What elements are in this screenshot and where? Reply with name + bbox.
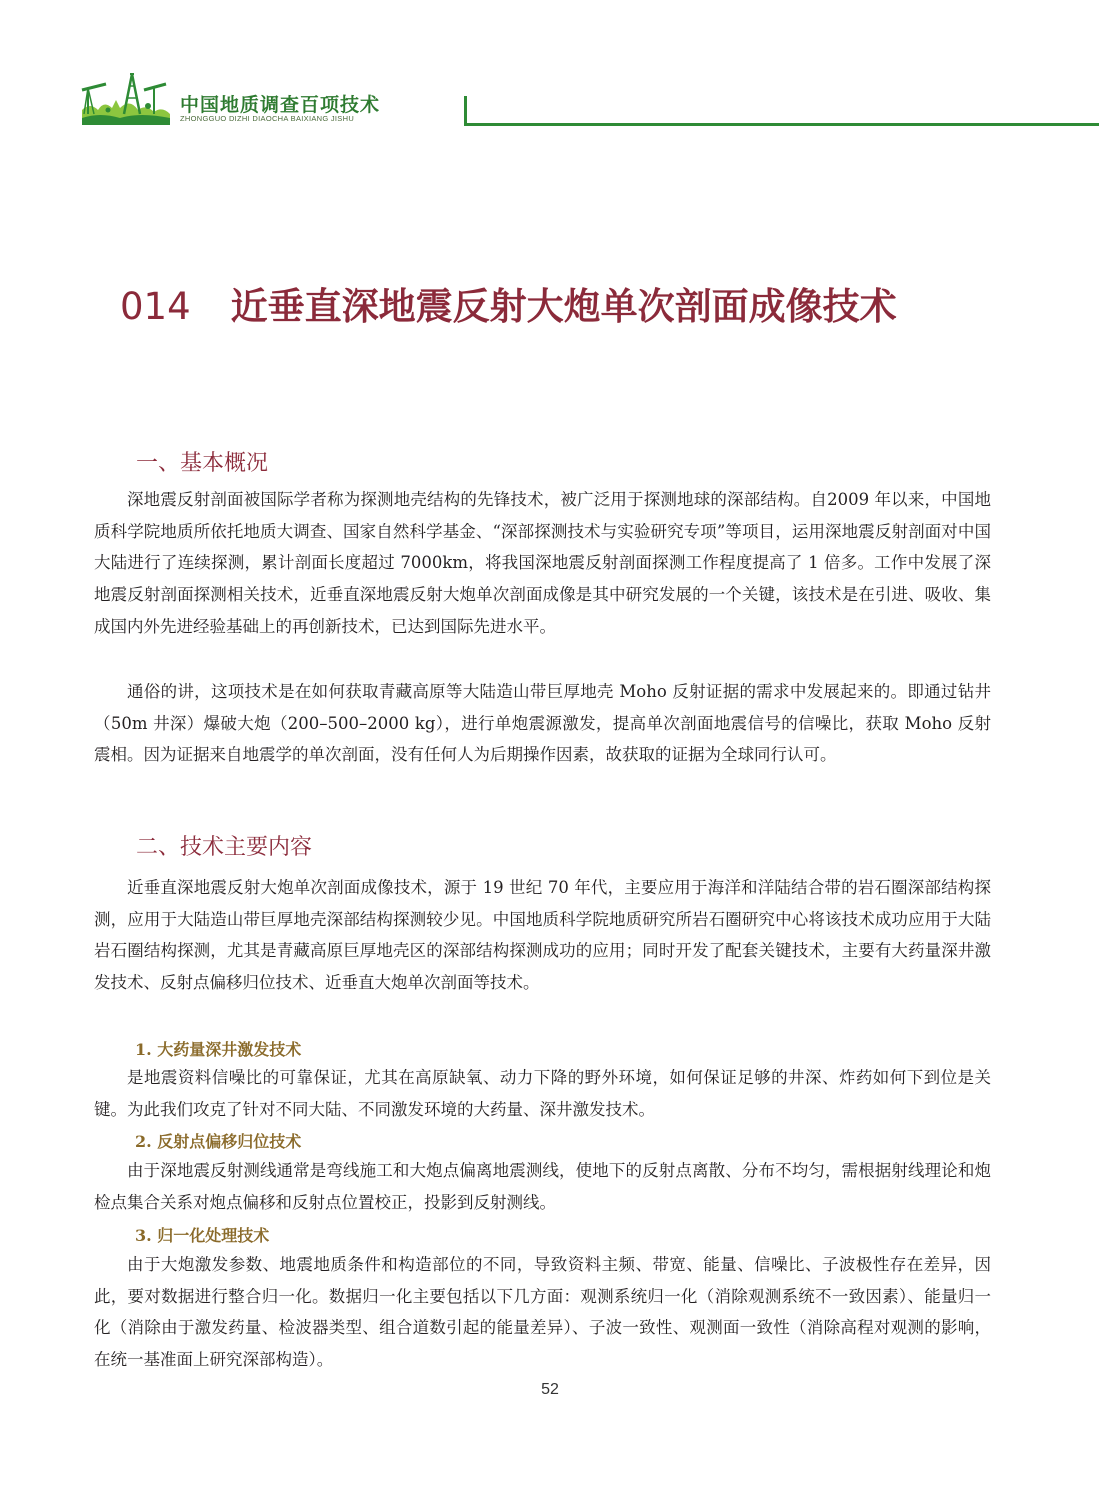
header-divider bbox=[464, 96, 467, 126]
header-subtitle: ZHONGGUO DIZHI DIAOCHA BAIXIANG JISHU bbox=[180, 114, 355, 123]
oil-pumpjack-icon bbox=[80, 70, 172, 126]
subsection-heading-1: 1. 大药量深井激发技术 bbox=[135, 1040, 302, 1059]
title-number: 014 bbox=[120, 285, 191, 328]
overview-paragraph-2: 通俗的讲，这项技术是在如何获取青藏高原等大陆造山带巨厚地壳 Moho 反射证据的需求中发展起来的。即通过钻井（50m 井深）爆破大炮（200–500–2000 kg），进行单炮震源激发，提高单次剖面地震信号的信噪比，获取 Moho 反射震相。因为证据来自地震学的单次剖面，没有任何人为后期操作因素，故获取的证据为全球同行认可。 bbox=[94, 682, 991, 765]
subsection-text-1: 是地震资料信噪比的可靠保证，尤其在高原缺氧、动力下降的野外环境，如何保证足够的井深、炸药如何下到位是关键。为此我们攻克了针对不同大陆、不同激发环境的大药量、深井激发技术。 bbox=[94, 1068, 991, 1119]
subsection-heading-2: 2. 反射点偏移归位技术 bbox=[135, 1132, 302, 1151]
header-rule bbox=[464, 123, 1099, 126]
subsection-text-2: 由于深地震反射测线通常是弯线施工和大炮点偏离地震测线，使地下的反射点离散、分布不均匀，需根据射线理论和炮检点集合关系对炮点偏移和反射点位置校正，投影到反射测线。 bbox=[94, 1161, 991, 1212]
running-header bbox=[80, 70, 1100, 130]
overview-paragraph-1: 深地震反射剖面被国际学者称为探测地壳结构的先锋技术，被广泛用于探测地球的深部结构。自2009 年以来，中国地质科学院地质所依托地质大调查、国家自然科学基金、“深部探测技术与实验研究专项”等项目，运用深地震反射剖面对中国大陆进行了连续探测，累计剖面长度超过 7000km，将我国深地震反射剖面探测工作程度提高了 1 倍多。工作中发展了深地震反射剖面探测相关技术，近垂直深地震反射大炮单次剖面成像是其中研究发展的一个关键，该技术是在引进、吸收、集成国内外先进经验基础上的再创新技术，已达到国际先进水平。 bbox=[94, 490, 991, 636]
page-number: 52 bbox=[541, 1381, 559, 1398]
page-title bbox=[120, 276, 897, 330]
title-text: 近垂直深地震反射大炮单次剖面成像技术 bbox=[230, 285, 897, 328]
subsection-text-3: 由于大炮激发参数、地震地质条件和构造部位的不同，导致资料主频、带宽、能量、信噪比、子波极性存在差异，因此，要对数据进行整合归一化。数据归一化主要包括以下几方面：观测系统归一化（消除观测系统不一致因素）、能量归一化（消除由于激发药量、检波器类型、组合道数引起的能量差异）、子波一致性、观测面一致性（消除高程对观测的影响，在统一基准面上研究深部构造）。 bbox=[94, 1255, 991, 1370]
section-heading-main-content: 二、技术主要内容 bbox=[136, 835, 313, 860]
main-content-paragraph: 近垂直深地震反射大炮单次剖面成像技术，源于 19 世纪 70 年代，主要应用于海洋和洋陆结合带的岩石圈深部结构探测，应用于大陆造山带巨厚地壳深部结构探测较少见。中国地质科学院地质研究所岩石圈研究中心将该技术成功应用于大陆岩石圈结构探测，尤其是青藏高原巨厚地壳区的深部结构探测成功的应用；同时开发了配套关键技术，主要有大药量深井激发技术、反射点偏移归位技术、近垂直大炮单次剖面等技术。 bbox=[94, 878, 991, 993]
header-title: 中国地质调查百项技术 bbox=[180, 94, 381, 116]
subsection-heading-3: 3. 归一化处理技术 bbox=[135, 1226, 270, 1245]
section-heading-overview: 一、基本概况 bbox=[136, 451, 269, 476]
